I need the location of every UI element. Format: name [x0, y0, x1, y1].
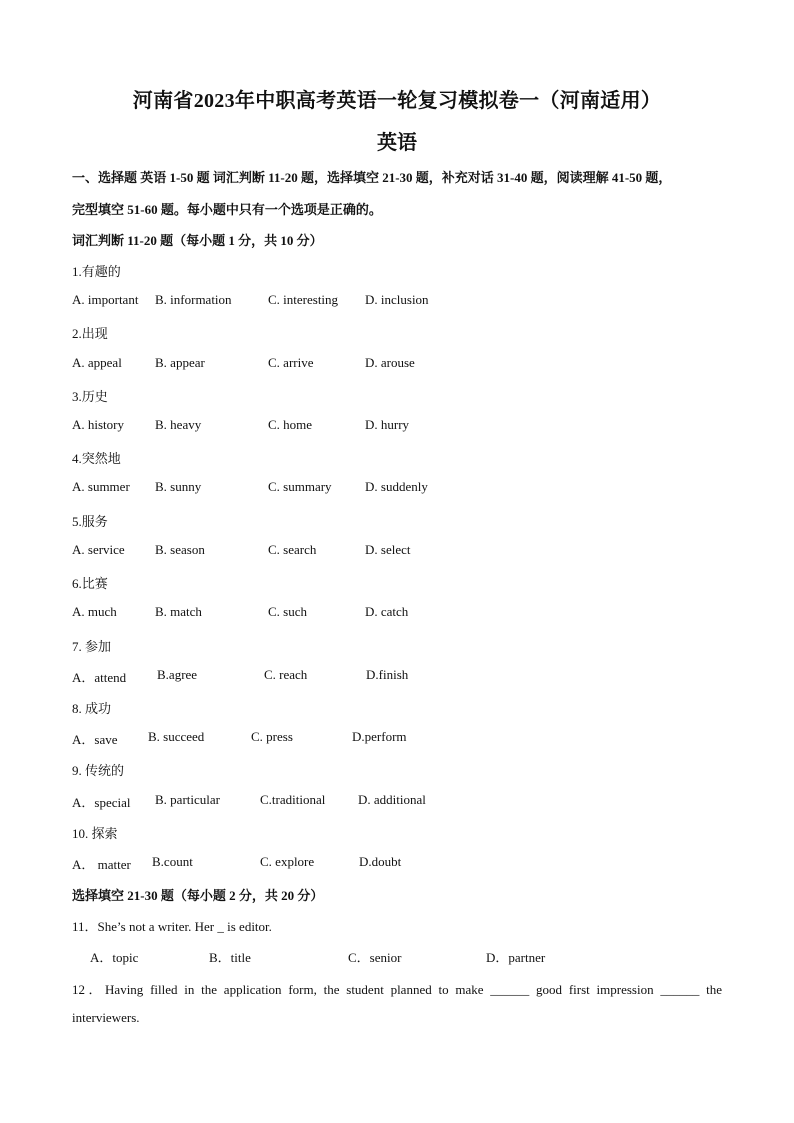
question-stem: 1.有趣的	[72, 264, 121, 279]
option-c: C. reach	[264, 667, 308, 682]
question-stem: 3.历史	[72, 389, 108, 404]
question-stem: 6.比赛	[72, 576, 108, 591]
question-options	[0, 667, 794, 685]
option-b: B. sunny	[155, 479, 202, 494]
option-d: D. select	[365, 542, 411, 557]
option-a: A. summer	[72, 479, 130, 494]
question-options	[0, 947, 794, 965]
question-options	[0, 792, 794, 810]
option-a: A．special	[72, 795, 131, 810]
page-subtitle: 英语	[377, 132, 417, 154]
question-stem: 8. 成功	[72, 701, 112, 716]
page-title: 河南省2023年中职高考英语一轮复习模拟卷一（河南适用）	[132, 90, 662, 112]
option-a: A. important	[72, 292, 139, 307]
option-a: A．save	[72, 732, 118, 747]
option-c: C. arrive	[268, 355, 314, 370]
question-stem: 10. 探索	[72, 826, 118, 841]
option-c: C.traditional	[260, 792, 326, 807]
option-b: B．title	[209, 950, 251, 965]
option-d: D.perform	[352, 729, 407, 744]
question-options	[0, 292, 794, 310]
option-c: C. explore	[260, 854, 315, 869]
option-d: D. catch	[365, 604, 409, 619]
option-b: B. appear	[155, 355, 205, 370]
option-d: D．partner	[486, 950, 546, 965]
option-a: A． matter	[72, 857, 131, 872]
option-b: B. heavy	[155, 417, 202, 432]
instructions-line-2: 完型填空 51-60 题。每小题中只有一个选项是正确的。	[72, 202, 382, 217]
question-stem: 4.突然地	[72, 451, 121, 466]
question-stem: 7. 参加	[72, 639, 112, 654]
option-a: A. history	[72, 417, 124, 432]
question-options	[0, 355, 794, 373]
question-stem: 12．Having filled in the application form, the student planned to make ______ good first impression ______ the	[72, 982, 722, 997]
question-options	[0, 479, 794, 497]
option-b: B.agree	[157, 667, 198, 682]
option-b: B. particular	[155, 792, 220, 807]
option-a: A．attend	[72, 670, 127, 685]
option-a: A. appeal	[72, 355, 122, 370]
option-c: C. search	[268, 542, 317, 557]
question-stem: 9. 传统的	[72, 763, 125, 778]
option-c: C. summary	[268, 479, 332, 494]
option-a: A. service	[72, 542, 125, 557]
option-b: B.count	[152, 854, 193, 869]
question-stem: 2.出现	[72, 326, 108, 341]
option-b: B. succeed	[148, 729, 205, 744]
question-options	[0, 542, 794, 560]
option-b: B. information	[155, 292, 232, 307]
option-d: D. arouse	[365, 355, 415, 370]
option-d: D. additional	[358, 792, 426, 807]
question-stem: 5.服务	[72, 514, 108, 529]
question-options	[0, 604, 794, 622]
option-c: C. such	[268, 604, 307, 619]
option-d: D. suddenly	[365, 479, 428, 494]
section-heading-vocab: 词汇判断 11-20 题（每小题 1 分，共 10 分）	[72, 233, 323, 248]
option-d: D.doubt	[359, 854, 402, 869]
option-b: B. match	[155, 604, 202, 619]
section-heading-fill: 选择填空 21-30 题（每小题 2 分，共 20 分）	[72, 888, 324, 903]
option-c: C．senior	[348, 950, 402, 965]
option-d: D. inclusion	[365, 292, 429, 307]
question-stem-continued: interviewers.	[72, 1010, 140, 1025]
option-b: B. season	[155, 542, 205, 557]
option-c: C. interesting	[268, 292, 339, 307]
option-d: D. hurry	[365, 417, 410, 432]
option-a: A. much	[72, 604, 117, 619]
option-a: A．topic	[90, 950, 139, 965]
option-c: C. press	[251, 729, 293, 744]
option-c: C. home	[268, 417, 313, 432]
question-stem: 11．She’s not a writer. Her _ is editor.	[72, 919, 272, 934]
question-options	[0, 417, 794, 435]
instructions-line-1: 一、选择题 英语 1-50 题 词汇判断 11-20 题，选择填空 21-30 题，补充对话 31-40 题，阅读理解 41-50 题，	[72, 170, 672, 185]
question-options	[0, 854, 794, 872]
question-options	[0, 729, 794, 747]
option-d: D.finish	[366, 667, 409, 682]
